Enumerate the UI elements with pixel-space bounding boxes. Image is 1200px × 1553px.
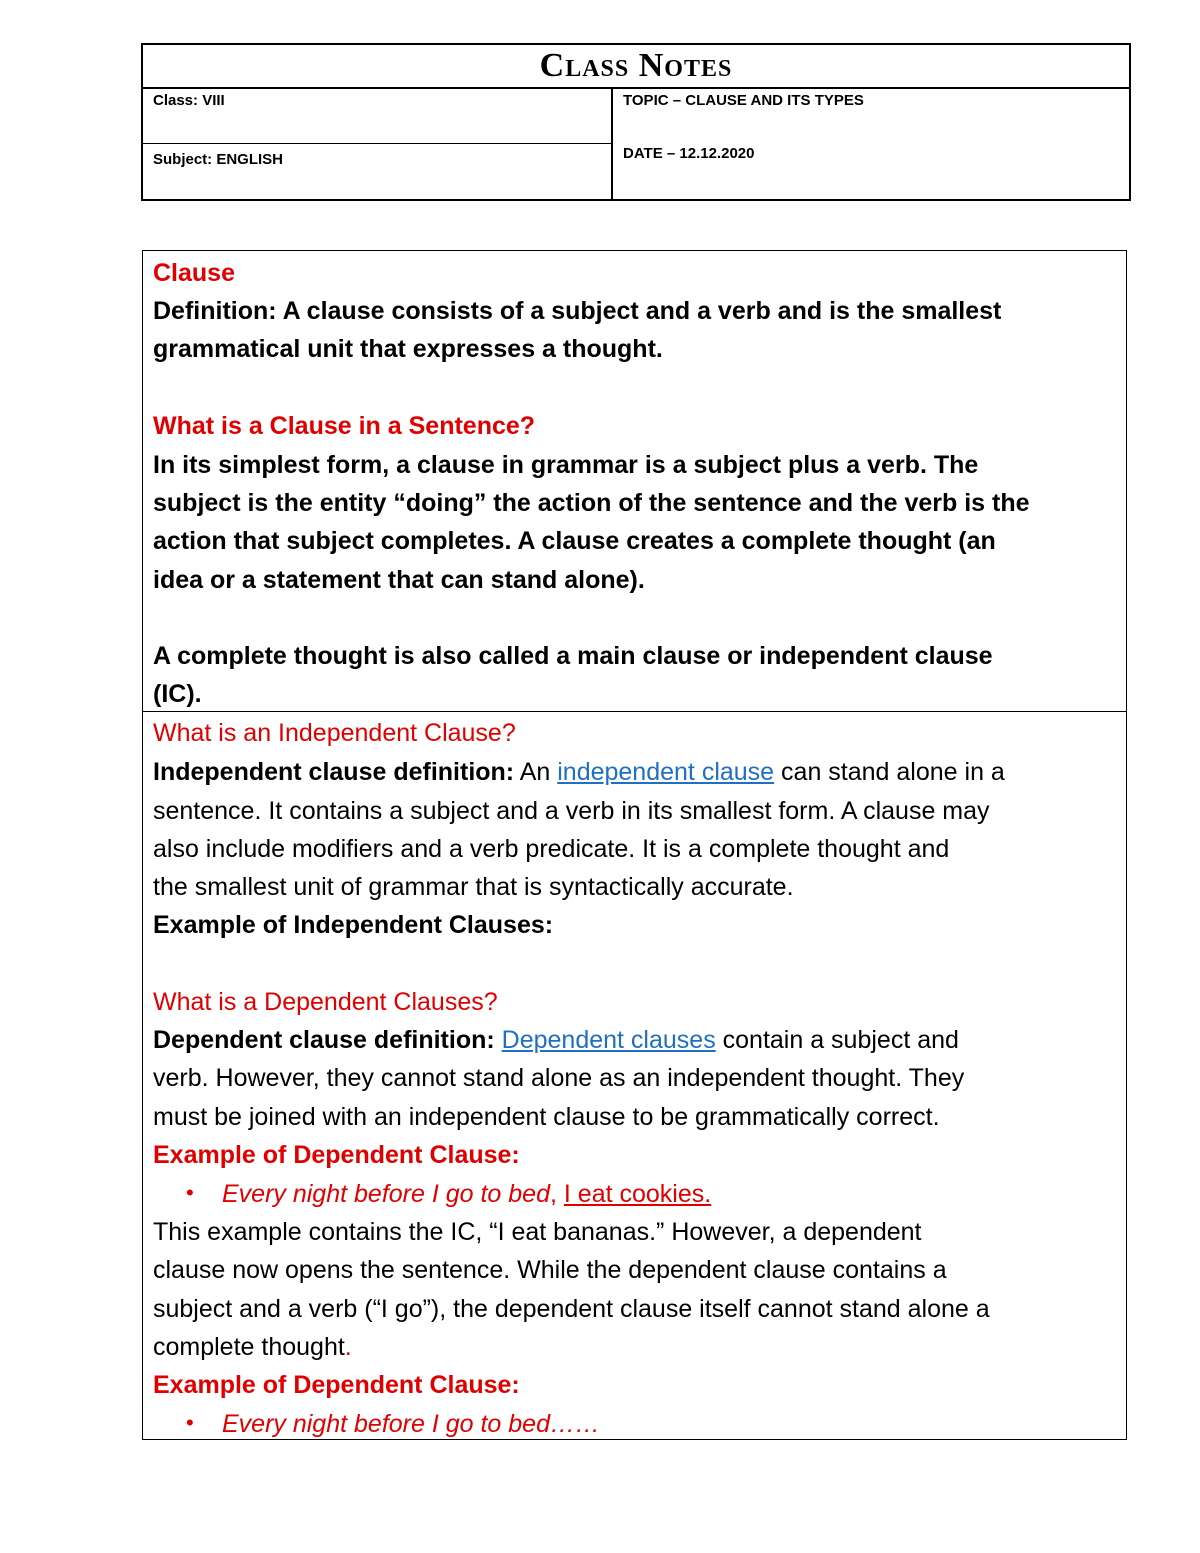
dependent-example-item-2: Every night before I go to bed……	[222, 1410, 600, 1438]
date-label: DATE – 12.12.2020	[623, 145, 755, 162]
definition-line: Definition: A clause consists of a subject and a verb and is the smallest	[153, 297, 1002, 325]
explanation-line: subject and a verb (“I go”), the dependent clause itself cannot stand alone a	[153, 1295, 990, 1323]
definition-line: grammatical unit that expresses a thought.	[153, 335, 663, 363]
example-underlined-part: I eat cookies.	[563, 1180, 712, 1208]
paragraph-line: subject is the entity “doing” the action of the sentence and the verb is the	[153, 489, 1030, 517]
independent-def-label: Independent clause definition:	[153, 758, 515, 786]
independent-definition-line	[153, 753, 1005, 792]
dependent-paragraph-line: verb. However, they cannot stand alone as an independent thought. They	[153, 1064, 965, 1092]
dependent-clauses-link[interactable]: Dependent clauses	[501, 1026, 716, 1054]
explanation-red-dot: .	[344, 1333, 352, 1361]
header-table	[141, 43, 1131, 201]
bullet-icon: •	[186, 1180, 194, 1205]
clause-heading: Clause	[153, 259, 235, 287]
paragraph-line: action that subject completes. A clause creates a complete thought (an	[153, 527, 996, 555]
complete-thought-line: A complete thought is also called a main clause or independent clause	[153, 642, 993, 670]
independent-paragraph-line: also include modifiers and a verb predicate. It is a complete thought and	[153, 835, 950, 863]
independent-paragraph-line: the smallest unit of grammar that is syntactically accurate.	[153, 873, 794, 901]
document-title: Class Notes	[143, 45, 1129, 89]
paragraph-line: idea or a statement that can stand alone).	[153, 566, 645, 594]
dependent-clause-question: What is a Dependent Clauses?	[153, 988, 498, 1016]
independent-example-heading: Example of Independent Clauses:	[153, 911, 554, 939]
dependent-example-heading: Example of Dependent Clause:	[153, 1141, 520, 1169]
complete-thought-line: (IC).	[153, 680, 202, 708]
explanation-last-text: complete thought	[153, 1333, 345, 1361]
def-suffix: can stand alone in a	[774, 758, 1005, 786]
independent-clause-link[interactable]: independent clause	[557, 758, 775, 786]
paragraph-line: In its simplest form, a clause in grammar is a subject plus a verb. The	[153, 451, 979, 479]
explanation-line: clause now opens the sentence. While the dependent clause contains a	[153, 1256, 947, 1284]
clause-question-heading: What is a Clause in a Sentence?	[153, 412, 536, 440]
example-italic-part: Every night before I go to bed	[222, 1180, 550, 1208]
dependent-example-item	[222, 1175, 711, 1214]
independent-paragraph-line: sentence. It contains a subject and a verb in its smallest form. A clause may	[153, 797, 990, 825]
explanation-line	[153, 1328, 352, 1367]
dependent-example-heading-2: Example of Dependent Clause:	[153, 1371, 520, 1399]
bullet-icon: •	[186, 1410, 194, 1435]
dependent-definition-line	[153, 1021, 959, 1060]
subject-label: Subject: ENGLISH	[153, 151, 284, 168]
independent-clause-question: What is an Independent Clause?	[153, 719, 516, 747]
def-suffix: contain a subject and	[715, 1026, 959, 1054]
header-row-divider	[143, 143, 611, 144]
dependent-paragraph-line: must be joined with an independent clause to be grammatically correct.	[153, 1103, 940, 1131]
example-comma: ,	[550, 1180, 564, 1208]
class-label: Class: VIII	[153, 92, 225, 109]
def-prefix: An	[514, 758, 558, 786]
explanation-line: This example contains the IC, “I eat bananas.” However, a dependent	[153, 1218, 922, 1246]
topic-label: TOPIC – CLAUSE AND ITS TYPES	[623, 92, 864, 109]
section-divider	[142, 711, 1127, 712]
dependent-def-label: Dependent clause definition:	[153, 1026, 495, 1054]
